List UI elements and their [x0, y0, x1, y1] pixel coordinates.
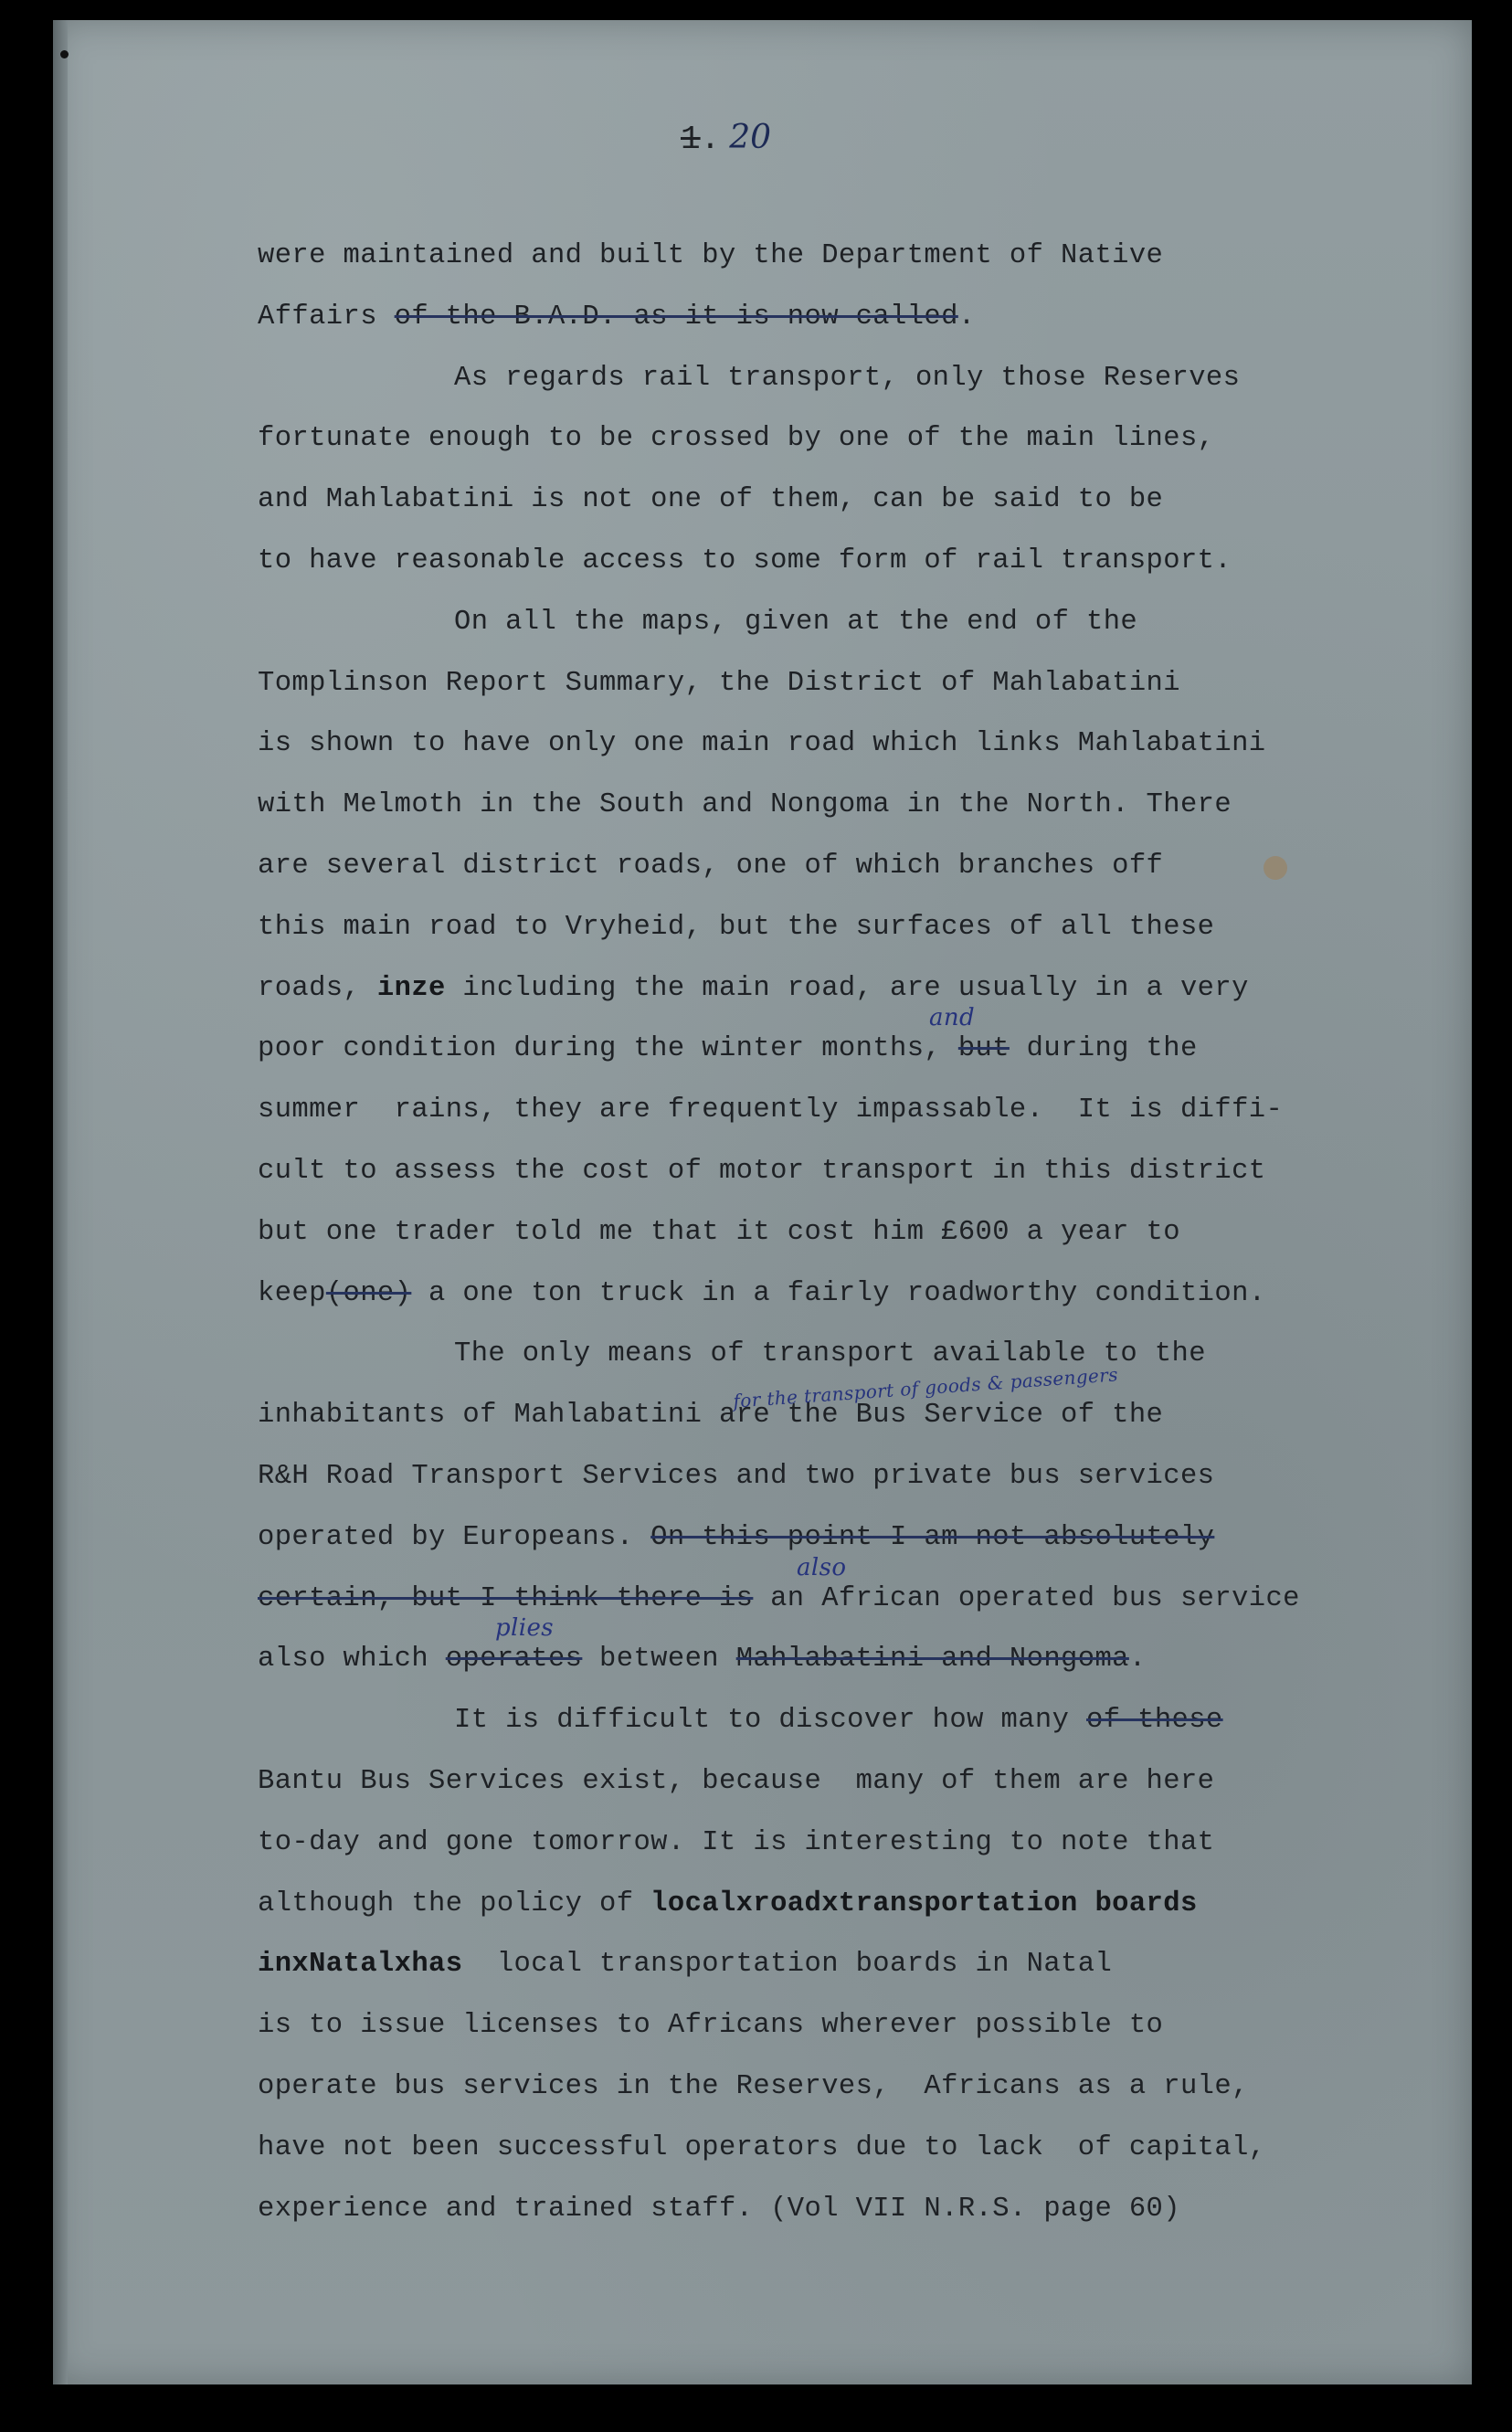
- page-number: [681, 119, 845, 158]
- text-line: [258, 2009, 1400, 2070]
- struck-text: of these: [1086, 1705, 1223, 1737]
- text-segment: but one trader told me that it cost him £600 a year to: [258, 1216, 1180, 1248]
- text-line: [258, 1826, 1400, 1887]
- text-segment: fortunate enough to be crossed by one of the main lines,: [258, 423, 1215, 455]
- typed-over-text: localxroadxtransportation boards: [650, 1887, 1198, 1919]
- text-segment: keep: [258, 1277, 326, 1309]
- text-segment: and Mahlabatini is not one of them, can be said to be: [258, 484, 1164, 516]
- text-line: [258, 483, 1400, 545]
- text-segment: including the main road, are usually in a very: [445, 972, 1249, 1004]
- text-line: [258, 1004, 1400, 1094]
- text-line: [258, 362, 1400, 423]
- struck-text: of the B.A.D. as it is now called: [394, 301, 958, 333]
- text-segment: a one ton truck in a fairly roadworthy condition.: [411, 1277, 1266, 1309]
- typed-over-text: inze: [376, 972, 446, 1004]
- text-line: [258, 606, 1400, 667]
- text-segment: R&H Road Transport Services and two private bus services: [258, 1460, 1215, 1492]
- text-line: [258, 1155, 1400, 1216]
- struck-text: On this point I am not absolutely: [650, 1521, 1215, 1553]
- text-segment: experience and trained staff. (Vol VII N.R.S. page 60): [258, 2193, 1180, 2225]
- text-line: [258, 1765, 1400, 1826]
- text-line: [258, 850, 1400, 911]
- text-segment: an African operated bus service: [753, 1582, 1300, 1614]
- text-segment: to have reasonable access to some form of rail transport.: [258, 545, 1232, 576]
- text-line: [258, 1460, 1400, 1521]
- struck-text: Mahlabatini and Nongoma: [735, 1644, 1129, 1676]
- text-segment: roads,: [258, 972, 377, 1004]
- text-segment: were maintained and built by the Department of Native: [258, 240, 1164, 271]
- text-segment: It is difficult to discover how many: [454, 1705, 1087, 1737]
- text-line: [258, 1277, 1400, 1338]
- struck-text: certain, but I think there is: [258, 1582, 754, 1614]
- text-segment: during the: [1009, 1033, 1198, 1065]
- text-line: [258, 788, 1400, 850]
- typed-text-body: [258, 239, 1400, 2253]
- text-segment: Tomplinson Report Summary, the District of Mahlabatini: [258, 667, 1180, 699]
- text-segment: poor condition during the winter months,: [258, 1033, 958, 1065]
- text-line: [258, 2193, 1400, 2254]
- text-line: [258, 239, 1400, 301]
- handwritten-insertion: for the transport of goods & passengers: [732, 1363, 1119, 1412]
- text-line: [258, 911, 1400, 972]
- text-line: [258, 545, 1400, 606]
- text-segment: Affairs: [258, 301, 395, 333]
- text-segment: On all the maps, given at the end of the: [454, 606, 1138, 638]
- struck-text: operates: [445, 1644, 583, 1676]
- text-line: [258, 1887, 1400, 1949]
- text-segment: inhabitants of Mahlabatini are the Bus Service of the: [258, 1400, 1164, 1432]
- text-segment: to-day and gone tomorrow. It is interesting to note that: [258, 1826, 1215, 1858]
- text-segment: .: [1128, 1644, 1147, 1676]
- text-line: [258, 1216, 1400, 1277]
- text-segment: is to issue licenses to Africans wherever possible to: [258, 2010, 1164, 2042]
- text-line: [258, 2131, 1400, 2193]
- text-segment: local transportation boards in Natal: [462, 1949, 1113, 1981]
- page-number-dot: .: [700, 121, 721, 158]
- typed-over-text: inxNatalxhas: [258, 1949, 463, 1981]
- struck-text: (one): [325, 1277, 412, 1309]
- text-line: [258, 1948, 1400, 2009]
- text-segment: although the policy of: [258, 1887, 651, 1919]
- text-segment: Bantu Bus Services exist, because many of them are here: [258, 1765, 1215, 1797]
- text-segment: also which: [258, 1644, 446, 1676]
- text-line: [258, 1363, 1400, 1460]
- text-segment: with Melmoth in the South and Nongoma in the North. There: [258, 789, 1232, 821]
- text-segment: are several district roads, one of which branches off: [258, 850, 1164, 882]
- handwritten-insertion: also: [797, 1553, 847, 1581]
- text-line: [258, 667, 1400, 728]
- page-number-handwritten: 20: [729, 119, 772, 156]
- text-line: [258, 1553, 1400, 1644]
- text-segment: operate bus services in the Reserves, Africans as a rule,: [258, 2070, 1249, 2102]
- text-line: [258, 1614, 1400, 1704]
- text-line: [258, 301, 1400, 362]
- text-segment: between: [582, 1644, 736, 1676]
- text-line: [258, 1704, 1400, 1765]
- struck-text: but: [957, 1033, 1010, 1065]
- text-line: [258, 422, 1400, 483]
- text-line: [258, 727, 1400, 788]
- text-line: [258, 1094, 1400, 1155]
- text-segment: The only means of transport available to the: [454, 1338, 1206, 1370]
- text-segment: have not been successful operators due to lack of capital,: [258, 2131, 1266, 2163]
- text-segment: this main road to Vryheid, but the surfaces of all these: [258, 911, 1215, 943]
- text-line: [258, 2070, 1400, 2131]
- text-segment: operated by Europeans.: [258, 1521, 651, 1553]
- handwritten-insertion: and: [929, 1004, 976, 1032]
- punch-hole: [60, 50, 69, 58]
- text-segment: .: [957, 301, 976, 333]
- text-segment: is shown to have only one main road which links Mahlabatini: [258, 728, 1266, 760]
- text-segment: As regards rail transport, only those Reserves: [454, 362, 1241, 394]
- binding-edge: [53, 20, 68, 2384]
- text-segment: cult to assess the cost of motor transport in this district: [258, 1155, 1266, 1187]
- text-line: [258, 972, 1400, 1033]
- page-number-struck: 1: [681, 121, 701, 158]
- handwritten-insertion: plies: [495, 1614, 555, 1643]
- text-segment: summer rains, they are frequently impassable. It is diffi-: [258, 1094, 1284, 1126]
